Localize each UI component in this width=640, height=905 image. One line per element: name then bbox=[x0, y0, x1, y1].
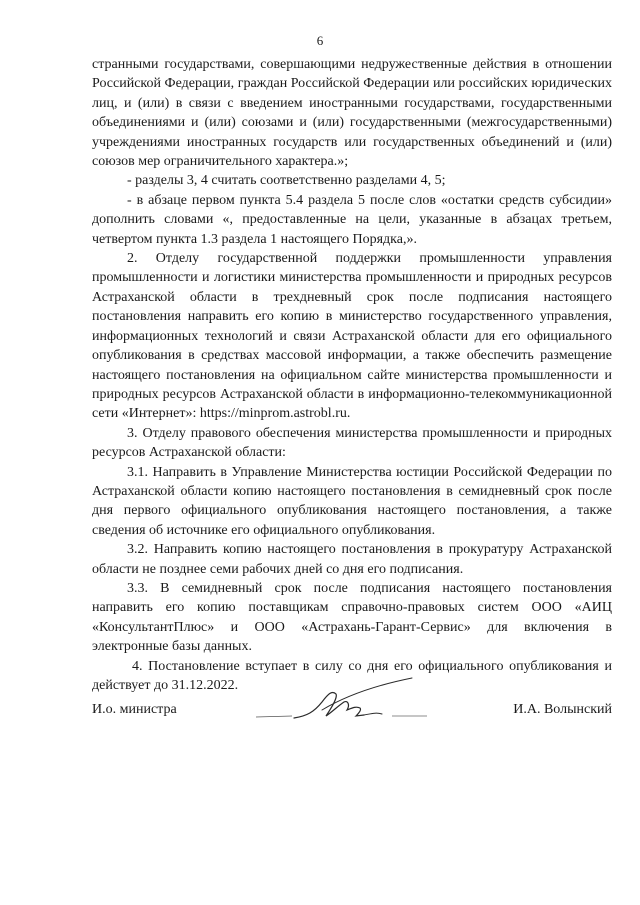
paragraph-continuation: странными государствами, совершающими недружественные действия в отношении Российской Федерации, граждан Российской Федерации или российских юридических лиц, и (или) в связи с введением иностранными государствами, государственными объединениями и (или) союзами и (или) государственными (межгосударственными) учреждениями иностранных государств или государственных объединений и (или) союзов мер ограничительного характера.»; bbox=[92, 57, 612, 170]
paragraph-item-3: 3. Отделу правового обеспечения министерства промышленности и природных ресурсов Астраханской области: bbox=[92, 425, 612, 461]
paragraph-item-3-3: 3.3. В семидневный срок после подписания настоящего постановления направить его копию поставщикам справочно-правовых систем ООО «АИЦ «КонсультантПлюс» и ООО «Астрахань-Гарант-Сервис» для включения в электронные базы данных. bbox=[92, 580, 612, 655]
signatory-position: И.о. министра bbox=[92, 702, 177, 717]
paragraph-item-2: 2. Отделу государственной поддержки промышленности управления промышленности и логистики министерства промышленности и природных ресурсов Астраханской области в трехдневный срок после подписания настоящего постановления направить его копию в министерство государственного управления, информационных технологий и связи Астраханской области для его официального опубликования в средствах массовой информации, а также обеспечить размещение настоящего постановления на официальном сайте министерства промышленности и природных ресурсов Астраханской области в информационно-телекоммуникационной сети «Интернет»: https://minprom.astrobl.ru. bbox=[92, 251, 612, 422]
signatory-name: И.А. Волынский bbox=[513, 702, 612, 717]
paragraph-sections-renumber: - разделы 3, 4 считать соответственно разделами 4, 5; bbox=[127, 173, 446, 189]
signature-block bbox=[92, 702, 612, 742]
paragraph-item-4: 4. Постановление вступает в силу со дня его официального опубликования и действует до 31.12.2022. bbox=[92, 658, 612, 693]
paragraph-item-3-1: 3.1. Направить в Управление Министерства юстиции Российской Федерации по Астраханской области копию настоящего постановления в семидневный срок после дня первого официального опубликования настоящего постановления, а также сведения об источнике его официального опубликования. bbox=[92, 464, 612, 538]
paragraph-clause-5-4: - в абзаце первом пункта 5.4 раздела 5 после слов «остатки средств субсидии» дополнить словами «, предоставленные на цели, указанные в абзацах третьем, четвертом пункта 1.3 раздела 1 настоящего Порядка,». bbox=[92, 192, 612, 247]
handwritten-signature bbox=[252, 672, 442, 732]
document-body bbox=[92, 55, 612, 695]
page-number: 6 bbox=[316, 33, 324, 48]
paragraph-item-3-2: 3.2. Направить копию настоящего постановления в прокуратуру Астраханской области не позднее семи рабочих дней со дня его подписания. bbox=[92, 542, 612, 577]
